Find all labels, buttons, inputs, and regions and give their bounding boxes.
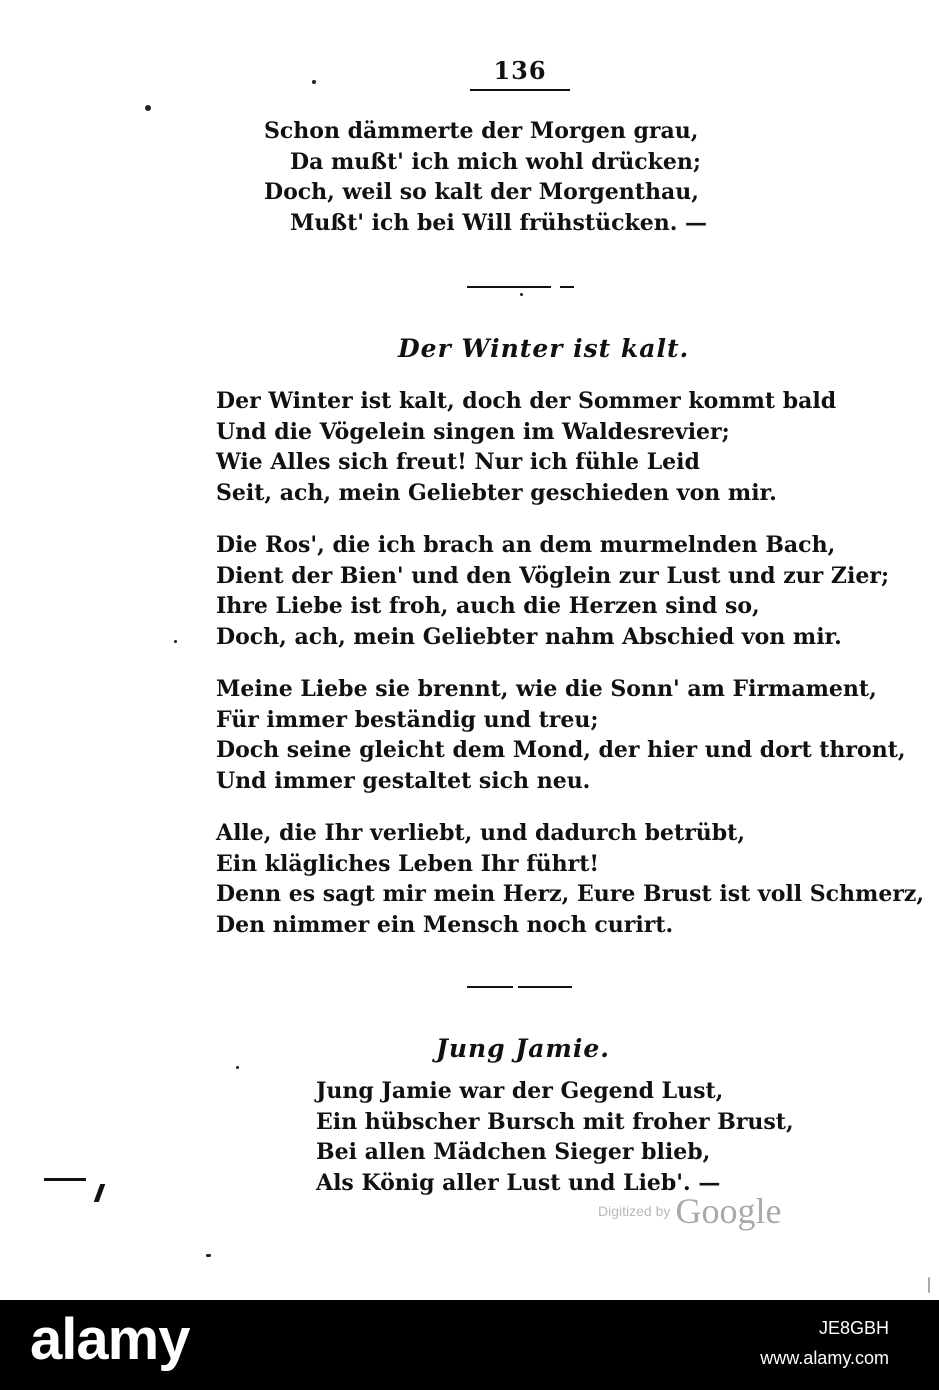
- poem-stanza: [316, 1076, 794, 1198]
- verse-line: Doch seine gleicht dem Mond, der hier und dort thront,: [216, 737, 906, 763]
- watermark-prefix: Digitized by: [598, 1203, 671, 1219]
- poem-title: Jung Jamie.: [436, 1034, 610, 1063]
- verse-line: Wie Alles sich freut! Nur ich fühle Leid: [216, 449, 700, 475]
- google-logo: Google: [675, 1191, 782, 1231]
- speck: [312, 80, 316, 84]
- image-code: JE8GBH: [818, 1318, 889, 1338]
- speck: [174, 640, 177, 643]
- margin-mark: [94, 1184, 106, 1202]
- poem-stanza: [216, 818, 924, 940]
- verse-line: Der Winter ist kalt, doch der Sommer kommt bald: [216, 388, 837, 414]
- verse-line: Dient der Bien' und den Vöglein zur Lust und zur Zier;: [216, 562, 890, 589]
- verse-line: Für immer beständig und treu;: [216, 706, 599, 733]
- page-number-rule: [470, 89, 570, 91]
- verse-line: Und immer gestaltet sich neu.: [216, 767, 591, 794]
- alamy-logo: alamy: [30, 1307, 190, 1372]
- poem-stanza: [216, 530, 889, 652]
- verse-line: Mußt' ich bei Will frühstücken. —: [290, 209, 708, 236]
- poem-stanza: [216, 386, 836, 508]
- section-divider: [467, 286, 551, 288]
- poem-stanza: [216, 674, 906, 796]
- margin-mark: [44, 1178, 86, 1181]
- verse-line: Den nimmer ein Mensch noch curirt.: [216, 911, 674, 938]
- speck: [206, 1254, 211, 1257]
- section-divider: [560, 286, 574, 288]
- page-number: 136: [493, 56, 547, 85]
- fragment-stanza: [264, 116, 707, 238]
- verse-line: Da mußt' ich mich wohl drücken;: [290, 148, 701, 175]
- speck: [928, 1277, 930, 1293]
- verse-line: Ein klägliches Leben Ihr führt!: [216, 850, 600, 877]
- verse-line: Jung Jamie war der Gegend Lust,: [316, 1078, 724, 1104]
- verse-line: Doch, ach, mein Geliebter nahm Abschied von mir.: [216, 623, 842, 650]
- site-url: www.alamy.com: [760, 1348, 889, 1368]
- speck: [520, 293, 523, 296]
- section-divider: [518, 986, 572, 988]
- verse-line: Schon dämmerte der Morgen grau,: [264, 118, 699, 144]
- verse-line: Ein hübscher Bursch mit froher Brust,: [316, 1108, 794, 1135]
- verse-line: Bei allen Mädchen Sieger blieb,: [316, 1139, 711, 1165]
- digitized-watermark: [598, 1190, 781, 1232]
- verse-line: Doch, weil so kalt der Morgenthau,: [264, 179, 699, 205]
- verse-line: Die Ros', die ich brach an dem murmelnden Bach,: [216, 532, 836, 558]
- speck: [145, 105, 151, 111]
- speck: [236, 1066, 239, 1069]
- verse-line: Denn es sagt mir mein Herz, Eure Brust ist voll Schmerz,: [216, 881, 925, 907]
- poem-title: Der Winter ist kalt.: [398, 334, 690, 363]
- verse-line: Meine Liebe sie brennt, wie die Sonn' am Firmament,: [216, 676, 877, 702]
- verse-line: Alle, die Ihr verliebt, und dadurch betrübt,: [216, 820, 745, 846]
- verse-line: Ihre Liebe ist froh, auch die Herzen sind so,: [216, 593, 760, 619]
- verse-line: Seit, ach, mein Geliebter geschieden von mir.: [216, 479, 777, 506]
- verse-line: Als König aller Lust und Lieb'. —: [316, 1169, 721, 1196]
- verse-line: Und die Vögelein singen im Waldesrevier;: [216, 418, 730, 445]
- section-divider: [467, 986, 513, 988]
